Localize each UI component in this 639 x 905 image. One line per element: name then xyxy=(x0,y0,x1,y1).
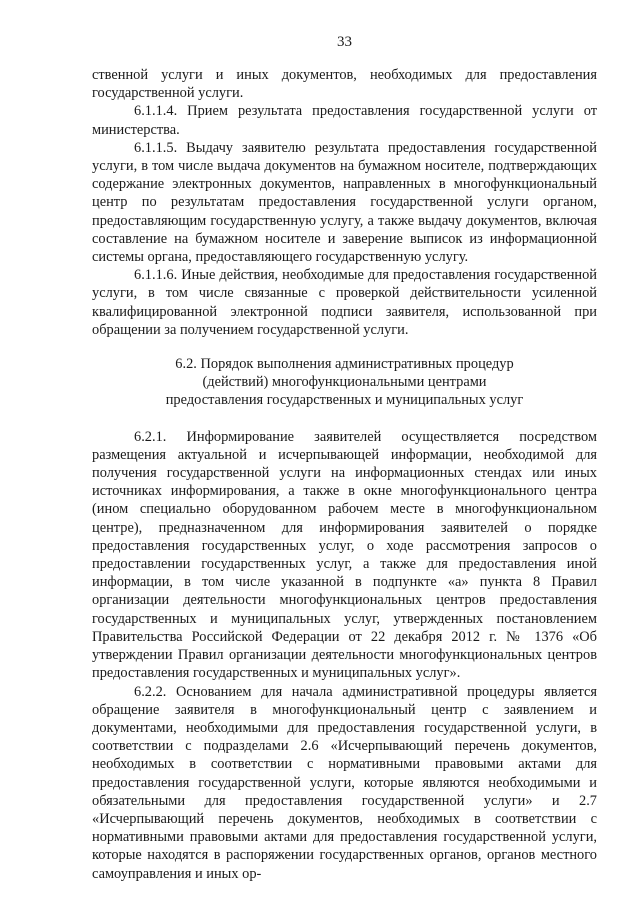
heading-line: (действий) многофункциональными центрами xyxy=(202,374,487,391)
paragraph-6-1-1-4: 6.1.1.4. Прием результата предоставления государственной услуги от министерства. xyxy=(92,103,597,138)
page-number: 33 xyxy=(337,34,352,50)
body-text xyxy=(92,66,597,883)
section-heading-6-2 xyxy=(92,355,597,410)
paragraph-6-1-1-6: 6.1.1.6. Иные действия, необходимые для предоставления государственной услуги, в том числе связанные с проверкой действительности усиленной квалифицированной электронной подписи заявителя, использованной при обращении за получением государственной услуги. xyxy=(92,267,597,338)
paragraph-6-2-1: 6.2.1. Информирование заявителей осуществляется посредством размещения актуальной и исчерпывающей информации, необходимой для получения государственной услуги на информационных стендах или иных источниках информирования, а также в окне многофункционального центра (ином специально оборудованном рабочем месте в многофункциональном центре), предназначенном для информирования заявителей о порядке предоставления государственных услуг, о ходе рассмотрения запросов о предоставлении государственных услуг, а также для предоставления иной информации, в том числе указанной в подпункте «а» пункта 8 Правил организации деятельности многофункциональных центров предоставления государственных и муниципальных услуг, утвержденных постановлением Правительства Российской Федерации от 22 декабря 2012 г. № 1376 «Об утверждении Правил организации деятельности многофункциональных центров предоставления государственных и муниципальных услуг». xyxy=(92,428,597,682)
paragraph-6-2-2: 6.2.2. Основанием для начала административной процедуры является обращение заявителя в многофункциональный центр с заявлением и документами, необходимыми для предоставления государственной услуги, в соответствии с подразделами 2.6 «Исчерпывающий перечень документов, необходимых в соответствии с нормативными правовыми актами для предоставления государственной услуги, которые являются необходимыми и обязательными для предоставления государственной услуги» и 2.7 «Исчерпывающий перечень документов, необходимых в соответствии с нормативными правовыми актами для предоставления государственной услуги, которые находятся в распоряжении государственных органов, органов местного самоуправления и иных ор- xyxy=(92,683,597,882)
heading-line: предоставления государственных и муниципальных услуг xyxy=(165,392,524,409)
heading-line: 6.2. Порядок выполнения административных процедур xyxy=(175,356,514,373)
paragraph-6-1-1-5: 6.1.1.5. Выдачу заявителю результата предоставления государственной услуги, в том числе выдача документов на бумажном носителе, подтверждающих содержание электронных документов, направленных в многофункциональный центр по результатам предоставления государственной услуги органом, предоставляющим государственную услугу, а также выдачу документов, включая составление на бумажном носителе и заверение выписок из информационной системы органа, предоставляющего государственную услугу. xyxy=(92,139,597,266)
paragraph-continuation: ственной услуги и иных документов, необходимых для предоставления государственной услуги. xyxy=(92,67,597,102)
